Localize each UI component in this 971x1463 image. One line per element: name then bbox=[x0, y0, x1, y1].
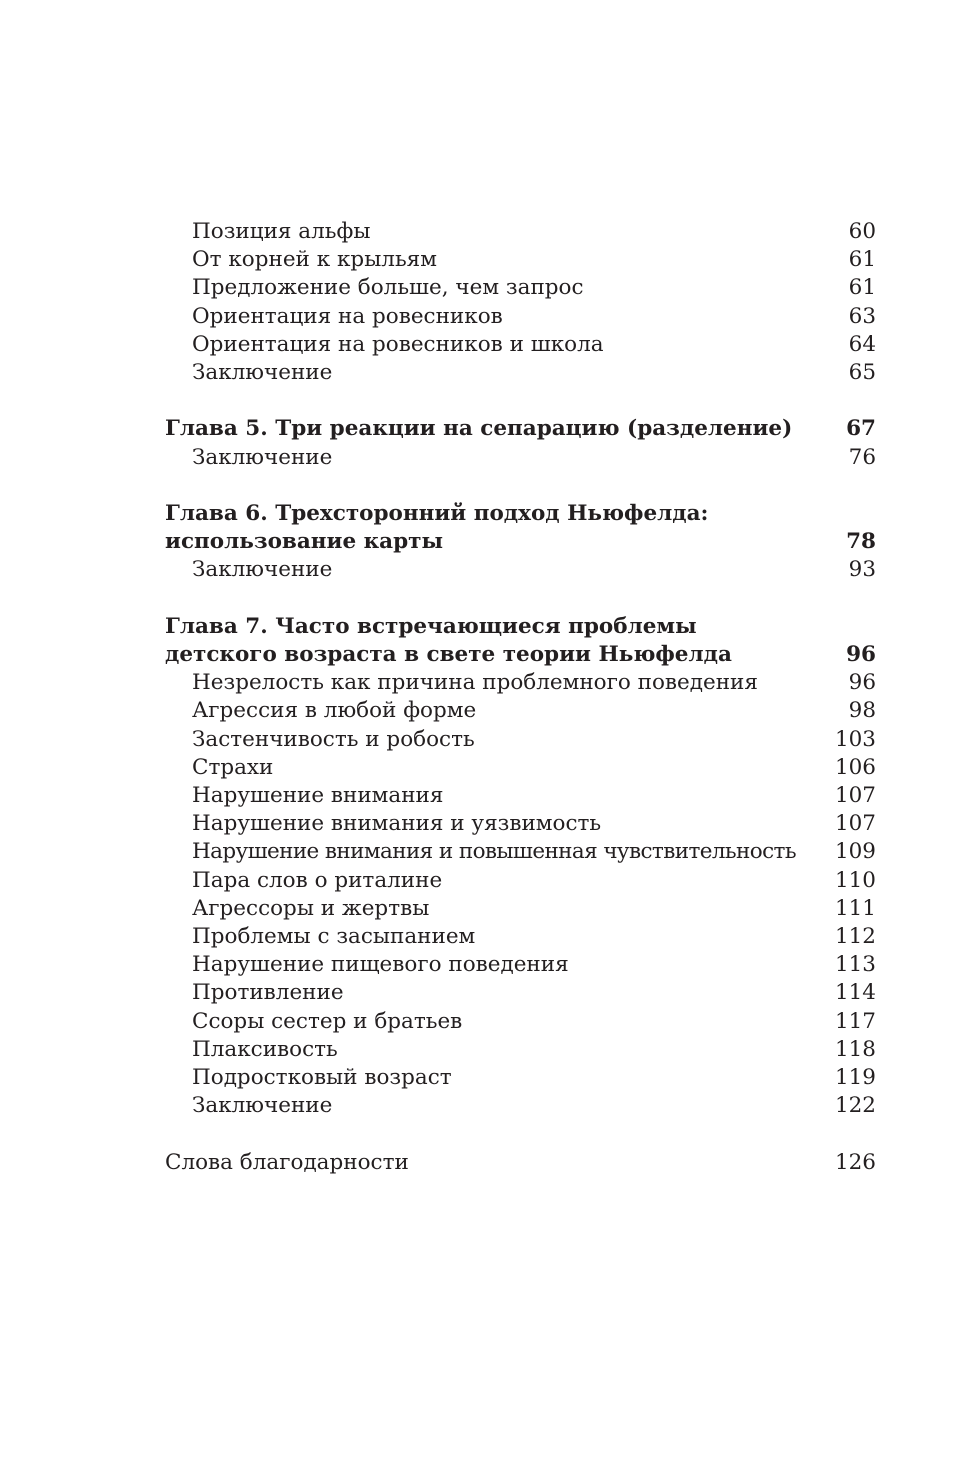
toc-entry-title: От корней к крыльям bbox=[192, 247, 437, 273]
toc-entry-title: Проблемы с засыпанием bbox=[192, 924, 476, 950]
toc-entry-page: 119 bbox=[834, 1065, 876, 1091]
toc-entry bbox=[165, 979, 876, 1007]
toc-entry-page: 114 bbox=[834, 980, 876, 1006]
spacer bbox=[165, 387, 876, 415]
toc-entry bbox=[165, 1064, 876, 1092]
toc-entry-page: 60 bbox=[848, 219, 876, 244]
toc-entry bbox=[165, 444, 876, 472]
toc-entry bbox=[165, 782, 876, 810]
toc-entry bbox=[165, 810, 876, 838]
toc-entry-page: 65 bbox=[848, 360, 876, 386]
toc-chapter-6 bbox=[165, 528, 876, 556]
chapter-page: 96 bbox=[846, 642, 876, 667]
spacer bbox=[165, 585, 876, 613]
toc-chapter-5 bbox=[165, 415, 876, 443]
toc-entry-title: Заключение bbox=[192, 444, 333, 470]
toc-entry bbox=[165, 331, 876, 359]
toc-entry-page: 122 bbox=[834, 1093, 876, 1119]
toc-entry bbox=[165, 838, 876, 866]
toc-entry-title: Предложение больше, чем запрос bbox=[192, 275, 584, 301]
toc-entry bbox=[165, 951, 876, 979]
chapter-title-line1: Глава 6. Трехсторонний подход Ньюфелда: bbox=[165, 501, 709, 526]
toc-entry-page: 110 bbox=[834, 867, 876, 893]
chapter-title-line2: детского возраста в свете теории Ньюфелда bbox=[165, 642, 732, 667]
chapter-page: 78 bbox=[846, 529, 876, 555]
toc-entry bbox=[165, 895, 876, 923]
toc-entry bbox=[165, 246, 876, 274]
toc-entry-page: 93 bbox=[848, 557, 876, 583]
toc-entry-page: 117 bbox=[834, 1008, 876, 1034]
toc-entry bbox=[165, 556, 876, 584]
toc-entry-page: 112 bbox=[834, 924, 876, 950]
toc-entry-page: 76 bbox=[848, 444, 876, 470]
spacer bbox=[165, 1120, 876, 1148]
toc-entry bbox=[165, 697, 876, 725]
toc-entry bbox=[165, 726, 876, 754]
toc-entry bbox=[165, 923, 876, 951]
toc-entry-title: Нарушение внимания и повышенная чувствительность bbox=[192, 839, 796, 865]
toc-entry-page: 106 bbox=[834, 754, 876, 780]
toc-entry-title: Агрессоры и жертвы bbox=[192, 895, 430, 921]
toc-entry-title: Заключение bbox=[192, 360, 333, 386]
toc-entry-title: Ориентация на ровесников bbox=[192, 303, 503, 329]
toc-entry-page: 96 bbox=[848, 670, 876, 696]
toc-entry bbox=[165, 359, 876, 387]
toc-entry-title: Подростковый возраст bbox=[192, 1065, 452, 1091]
toc-entry bbox=[165, 669, 876, 697]
toc-entry-page: 118 bbox=[834, 1036, 876, 1062]
chapter-title: Глава 5. Три реакции на сепарацию (разделение) bbox=[165, 416, 793, 442]
toc-entry bbox=[165, 303, 876, 331]
toc-entry-page: 111 bbox=[834, 895, 876, 921]
toc-entry-page: 64 bbox=[848, 331, 876, 357]
toc-chapter-7 bbox=[165, 641, 876, 669]
toc-entry-page: 107 bbox=[834, 783, 876, 809]
toc-entry-page: 109 bbox=[834, 839, 876, 865]
toc-entry-page: 98 bbox=[848, 698, 876, 724]
toc-entry-page: 61 bbox=[848, 247, 876, 273]
toc-entry-page: 126 bbox=[834, 1149, 876, 1175]
chapter-title-line2: использование карты bbox=[165, 529, 444, 555]
toc-entry-title: Незрелость как причина проблемного поведения bbox=[192, 670, 758, 696]
toc-entry bbox=[165, 274, 876, 302]
toc-entry bbox=[165, 218, 876, 246]
toc-entry-page: 113 bbox=[834, 952, 876, 978]
toc-entry bbox=[165, 1008, 876, 1036]
toc-entry bbox=[165, 1036, 876, 1064]
toc-entry-title: Нарушение пищевого поведения bbox=[192, 952, 569, 978]
toc-acknowledgements bbox=[165, 1149, 876, 1177]
toc-entry-page: 107 bbox=[834, 811, 876, 837]
toc-entry-title: Агрессия в любой форме bbox=[192, 698, 477, 724]
toc-entry-title: Противление bbox=[192, 980, 344, 1006]
toc-entry-title: Плаксивость bbox=[192, 1036, 338, 1062]
spacer bbox=[165, 472, 876, 500]
toc-entry-title: Заключение bbox=[192, 557, 333, 583]
toc-entry-page: 61 bbox=[848, 275, 876, 301]
toc-entry-title: Застенчивость и робость bbox=[192, 726, 475, 752]
toc-entry-title: Нарушение внимания bbox=[192, 783, 444, 809]
toc-entry-title: Нарушение внимания и уязвимость bbox=[192, 811, 602, 837]
toc-entry-title: Слова благодарности bbox=[165, 1149, 409, 1175]
toc-entry-title: Ссоры сестер и братьев bbox=[192, 1008, 463, 1034]
toc-entry-page: 63 bbox=[848, 303, 876, 329]
toc-entry-title: Позиция альфы bbox=[192, 219, 371, 244]
toc-entry-title: Страхи bbox=[192, 754, 274, 780]
toc-entry bbox=[165, 754, 876, 782]
toc-entry-page: 103 bbox=[834, 726, 876, 752]
toc-entry-title: Ориентация на ровесников и школа bbox=[192, 331, 604, 357]
toc-entry-title: Пара слов о риталине bbox=[192, 867, 443, 893]
toc-entry bbox=[165, 1092, 876, 1120]
table-of-contents bbox=[165, 218, 876, 1177]
chapter-title-line1: Глава 7. Часто встречающиеся проблемы bbox=[165, 613, 697, 639]
toc-entry bbox=[165, 867, 876, 895]
chapter-page: 67 bbox=[846, 416, 876, 442]
toc-entry-title: Заключение bbox=[192, 1093, 333, 1119]
